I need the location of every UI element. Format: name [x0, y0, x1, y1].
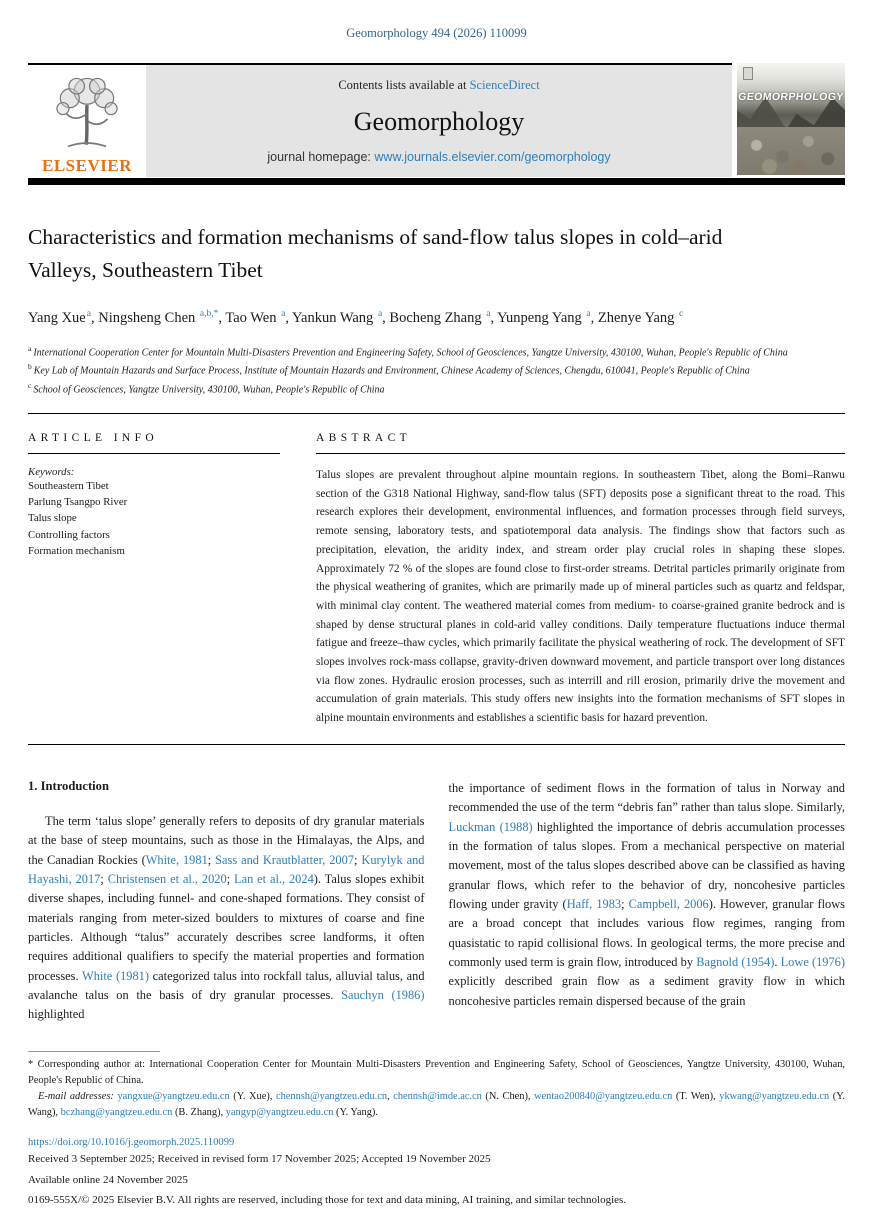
inline-link[interactable]: Luckman (1988)	[448, 819, 533, 834]
text-segment: , Zhenye Yang	[590, 309, 679, 326]
copyright-line: 0169-555X/© 2025 Elsevier B.V. All rights are reserved, including those for text and data mining, AI training, and similar technologies.	[28, 1194, 627, 1207]
inline-link[interactable]: ykwang@yangtzeu.edu.cn	[719, 1090, 830, 1102]
inline-link[interactable]: Lowe (1976)	[780, 954, 845, 969]
journal-title: Geomorphology	[353, 106, 525, 136]
intro-left-paragraph	[28, 812, 425, 1025]
text-segment: , Bocheng Zhang	[382, 309, 486, 326]
cover-publisher-mark	[743, 67, 753, 80]
author-affiliation-superscript[interactable]: a	[377, 308, 383, 319]
header-left	[28, 63, 732, 178]
header-divider-bar	[28, 178, 845, 185]
text-segment: highlighted the importance of debris accumulation processes in the formation of talus slopes. From a mechanical perspective on material movement, most of the talus slopes described above can be classified as having granular flows, which refer to the behavior of dry, noncohesive particles flowing under gravity (	[448, 819, 845, 911]
affiliation-text: School of Geosciences, Yangtze University, 430100, Wuhan, People's Republic of China	[33, 383, 385, 395]
keyword-item: Parlung Tsangpo River	[28, 496, 128, 509]
text-segment: , Ningsheng Chen	[90, 309, 199, 326]
author-affiliation-superscript[interactable]: a	[86, 308, 91, 319]
affiliation-text: Key Lab of Mountain Hazards and Surface Process, Institute of Mountain Hazards and Environment, Chinese Academy of Sciences, Chengdu, 610041, People's Republic of China	[33, 365, 750, 377]
inline-link[interactable]: White (1981)	[82, 968, 149, 983]
text-segment: ;	[100, 871, 108, 886]
text-segment: the importance of sediment flows in the formation of talus in Norway and recommended the use of the term “debris fan” rather than talus slope. Similarly,	[448, 780, 845, 815]
inline-link[interactable]: bczhang@yangtzeu.edu.cn	[60, 1106, 173, 1118]
received-line: Received 3 September 2025; Received in revised form 17 November 2025; Accepted 19 November 2025	[28, 1153, 491, 1166]
affiliation-text: International Cooperation Center for Mountain Multi-Disasters Prevention and Engineering Safety, School of Geosciences, Yangtze University, 430100, Wuhan, People's Republic of China	[33, 347, 788, 359]
author-affiliation-superscript[interactable]: a	[586, 308, 591, 319]
article-info-column	[28, 414, 280, 728]
inline-link[interactable]: Haff, 1983	[566, 896, 622, 911]
intro-right-column	[449, 779, 846, 1025]
journal-cover	[737, 63, 845, 175]
contents-line	[146, 78, 732, 93]
affiliation-marker: a	[28, 344, 32, 353]
text-segment: ;	[621, 896, 629, 911]
text-segment: categorized talus into rockfall talus, alluvial talus, and avalanche talus on the basis of dry granular processes.	[28, 968, 425, 1002]
homepage-prefix: journal homepage:	[267, 150, 375, 164]
inline-link[interactable]: White, 1981	[145, 852, 208, 867]
text-segment: .	[774, 954, 781, 969]
text-segment: Yang Xue	[28, 309, 86, 326]
article-info-rule	[28, 453, 280, 454]
text-segment: explicitly described grain flow as a sediment gravity flow in which noncohesive particles remain dispersed because of the grain	[448, 974, 845, 1008]
corresponding-author-note: * Corresponding author at: International Cooperation Center for Mountain Multi-Disasters Prevention and Engineering Safety, School of Geosciences, Yangtze University, 430100, Wuhan, People's Republic of China.	[28, 1058, 845, 1086]
elsevier-tree-icon	[44, 69, 130, 160]
author-affiliation-superscript[interactable]: a,b,*	[199, 308, 219, 319]
affiliation-marker: c	[28, 380, 32, 390]
inline-link[interactable]: yangxue@yangtzeu.edu.cn	[117, 1090, 230, 1102]
footnote-block	[28, 1051, 845, 1122]
text-segment: ,	[387, 1090, 394, 1102]
text-segment: ;	[207, 852, 216, 867]
inline-link[interactable]: chennsh@yangtzeu.edu.cn	[275, 1090, 388, 1102]
intro-right-paragraph	[449, 779, 846, 1011]
keyword-item: Talus slope	[28, 512, 77, 525]
header-band	[146, 65, 732, 177]
intro-heading: 1. Introduction	[28, 778, 109, 793]
keyword-item: Formation mechanism	[28, 544, 125, 557]
text-segment: , Yankun Wang	[285, 309, 377, 326]
abstract-column	[316, 414, 845, 728]
inline-link[interactable]: Kurylyk and Hayashi, 2017	[28, 852, 425, 886]
section-rule-bottom	[28, 744, 845, 745]
text-segment: (N. Chen),	[481, 1090, 535, 1102]
text-segment: The term ‘talus slope’ generally refers to deposits of dry granular materials at the base of steep mountains, such as those in the Himalayas, the Alps, and the Canadian Rockies (	[28, 813, 425, 867]
publisher-name: ELSEVIER	[42, 156, 132, 175]
keyword-item: Southeastern Tibet	[28, 479, 109, 492]
text-segment: , Yunpeng Yang	[490, 309, 586, 326]
intro-left-column	[28, 779, 425, 1025]
sciencedirect-link[interactable]: ScienceDirect	[469, 78, 540, 92]
contents-prefix: Contents lists available at	[338, 78, 470, 92]
author-affiliation-superscript[interactable]: a	[486, 308, 491, 319]
affiliation-row	[28, 380, 838, 398]
elsevier-logo	[28, 65, 146, 178]
text-segment: ;	[226, 871, 235, 886]
info-abstract-section	[28, 414, 845, 728]
author-affiliation-superscript[interactable]: a	[281, 308, 286, 319]
inline-link[interactable]: wentao200840@yangtzeu.edu.cn	[534, 1090, 673, 1102]
inline-link[interactable]: Campbell, 2006	[628, 896, 709, 911]
affiliation-marker: b	[28, 362, 32, 372]
keyword-item: Controlling factors	[28, 528, 110, 541]
cover-rocky-valley	[737, 127, 845, 175]
text-segment: ). However, granular flows are a broad concept that includes various flow regimes, ranging from quasistatic to rapid collisional flows. In geological terms, the more precise and commonly used term is grain flow, introduced by	[448, 896, 845, 969]
text-segment: (Y. Yang).	[333, 1106, 378, 1118]
text-segment: ;	[354, 852, 362, 867]
footnote-rule	[28, 1051, 160, 1052]
author-affiliation-superscript[interactable]: c	[679, 308, 684, 319]
text-segment: (Y. Wang),	[28, 1090, 845, 1118]
abstract-text: Talus slopes are prevalent throughout alpine mountain regions. In southeastern Tibet, along the Bomi–Ranwu section of the G318 National Highway, sand-flow talus (SFT) deposits pose a significant threat to the road. This research explores their development, environmental influences, and formation processes through field surveys, remote sensing, laboratory tests, and spatiotemporal data analysis. The findings show that factors such as precipitation, elevation, the aridity index, and stream order play crucial roles in shaping these slopes. Approximately 72 % of the slopes are found close to first-order streams. Detrital particles primarily originate from the physical weathering of granites, which are primarily made up of mineral particles such as quartz and feldspar, with minimal clay content. The weathered material comes from medium- to coarse-grained granite bedrock and is shaped by dense structural planes in cold-arid valley conditions. Daily temperature fluctuations induce thermal fatigue and freeze–thaw cycles, which primarily facilitate the physical weathering of rock. The development of SFT slopes involves rock-mass collapse, gravity-driven downward movement, and particle transport over long distances via flow zones. Hydraulic erosion processes, such as interrill and rill erosion, primarily drive the movement and accumulation of grain materials. This study offers new insights into the formation mechanisms of SFT slopes in alpine mountain environments and establishes a scientific basis for hazard prevention.	[316, 468, 845, 725]
affiliation-row	[28, 343, 838, 361]
inline-link[interactable]: Christensen et al., 2020	[107, 871, 227, 886]
keywords-label: Keywords:	[28, 465, 75, 478]
article-title: Characteristics and formation mechanisms of sand-flow talus slopes in cold–arid Valleys, Southeastern Tibet	[28, 225, 723, 283]
authors-line	[28, 306, 788, 331]
homepage-link[interactable]: www.journals.elsevier.com/geomorphology	[374, 150, 611, 164]
text-segment: (B. Zhang),	[172, 1106, 226, 1118]
homepage-line	[146, 150, 732, 164]
abstract-rule	[316, 453, 845, 454]
body-columns	[28, 779, 845, 1025]
text-segment: ). Talus slopes exhibit diverse shapes, including funnel- and cone-shaped formations. They consist of materials ranging from meter-sized boulders to mixtures of coarse and fine particles. Although “talus” accurately describes scree landforms, it often requires additional qualifiers to specify the material properties and formation processes.	[28, 871, 425, 983]
email-addresses-line	[28, 1089, 845, 1121]
inline-link[interactable]: Lan et al., 2024	[234, 871, 314, 886]
inline-link[interactable]: Sass and Krautblatter, 2007	[215, 852, 355, 867]
text-segment: (T. Wen),	[672, 1090, 720, 1102]
affiliations	[28, 343, 838, 398]
text-segment: (Y. Xue),	[229, 1090, 276, 1102]
abstract-heading: ABSTRACT	[316, 431, 412, 444]
affiliation-row	[28, 361, 838, 379]
inline-link[interactable]: Sauchyn (1986)	[341, 987, 425, 1002]
available-online-line: Available online 24 November 2025	[28, 1173, 188, 1186]
inline-link[interactable]: chennsh@imde.ac.cn	[393, 1090, 482, 1102]
citation-line[interactable]: Geomorphology 494 (2026) 110099	[346, 26, 527, 40]
journal-header	[28, 63, 845, 178]
article-info-heading: ARTICLE INFO	[28, 431, 159, 444]
inline-link[interactable]: yangyp@yangtzeu.edu.cn	[225, 1106, 334, 1118]
inline-link[interactable]: Bagnold (1954)	[696, 954, 775, 969]
text-segment: , Tao Wen	[218, 309, 281, 326]
text-segment: E-mail addresses:	[38, 1090, 118, 1102]
cover-title: GEOMORPHOLOGY	[737, 91, 845, 103]
doi-link[interactable]: https://doi.org/10.1016/j.geomorph.2025.110099	[28, 1137, 235, 1149]
text-segment: highlighted	[28, 1007, 85, 1022]
